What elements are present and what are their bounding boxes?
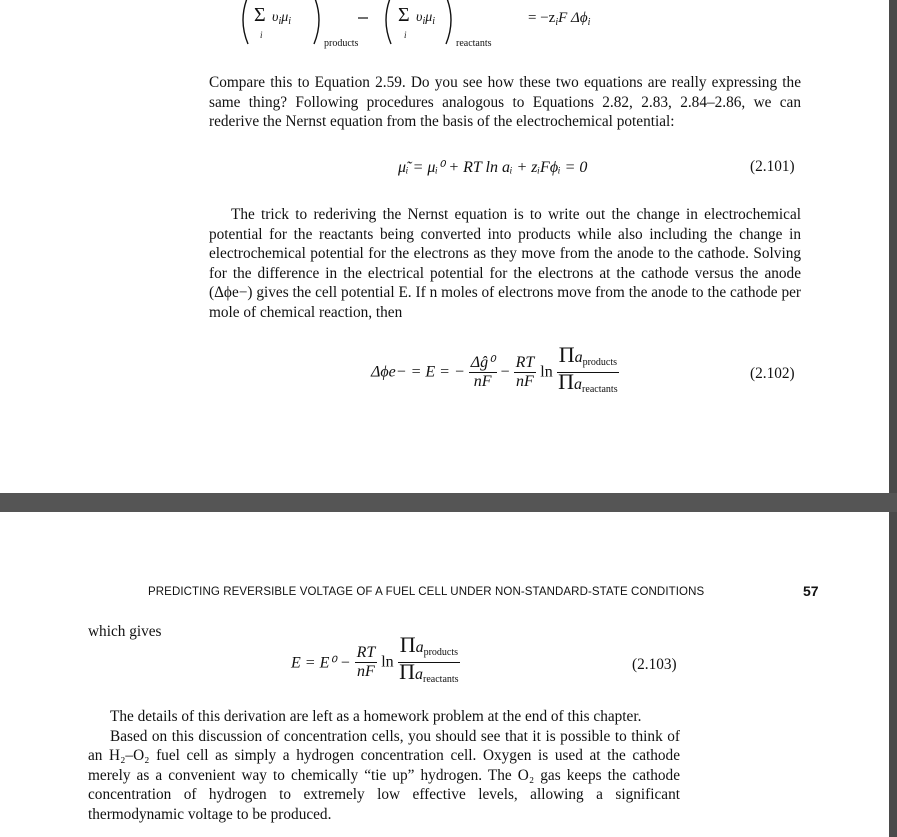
eq103-frac-prod xyxy=(398,632,460,689)
eq103-prod: $\Pi a_{products}$ xyxy=(398,636,460,663)
eq102-minus: − xyxy=(500,363,510,381)
equation-number-2-102: (2.102) xyxy=(750,365,795,382)
paragraph-details xyxy=(88,707,680,824)
eq102-rt: RT xyxy=(515,354,535,371)
nu-mu-2: $\upsilon_i\mu_i$ xyxy=(416,10,436,27)
eq103-react: $\Pi a_{reactants}$ xyxy=(399,659,459,685)
equation-top-svg xyxy=(236,0,656,52)
sum-symbol-2: Σ xyxy=(398,4,410,26)
eq102-ln: ln xyxy=(540,363,553,381)
sum-index-1: i xyxy=(260,30,263,40)
equation-2-101-text: μ̃ᵢ = μᵢ⁰ + RT ln aᵢ + zᵢFϕᵢ = 0 xyxy=(398,159,588,176)
eq102-lhs: Δϕe− = E = − xyxy=(371,363,465,381)
equation-number-2-103: (2.103) xyxy=(632,656,677,673)
equation-2-101 xyxy=(398,157,587,177)
reactants-label-top: reactants xyxy=(456,38,492,49)
eq102-react-label: reactants xyxy=(582,384,618,395)
eq102-frac-prod xyxy=(557,342,619,399)
rhs-top-text: = −z xyxy=(528,10,556,26)
equation-2-102 xyxy=(371,342,619,402)
page-number: 57 xyxy=(803,583,819,599)
equation-number-2-101: (2.101) xyxy=(750,158,795,175)
equation-top-partial xyxy=(236,0,656,52)
paragraph-trick xyxy=(209,205,801,322)
paragraph-details-rest: Based on this discussion of concentration cells, you should see that it is possible to think of an H₂–O₂ fuel cell as simply a hydrogen concentration cell. Oxygen is used at the cathode merely as a convenient way to chemically “tie up” hydrogen. The O₂ gas keeps the cathode concentration of hydrogen to extremely low effective levels, allowing a significant thermodynamic voltage to be produced. xyxy=(88,727,680,823)
sum-symbol-1: Σ xyxy=(254,4,266,26)
paragraph-trick-text: The trick to rederiving the Nernst equation is to write out the change in electrochemical potential for the reactants being converted into products while also including the change in electrochemical potential for the electrons as they move from the anode to the cathode. Solving for the difference in the electrical potential for the electrons at the cathode versus the anode (Δϕe−) gives the cell potential E. If n moles of electrons move from the anode to the cathode per mole of chemical reaction, then xyxy=(209,206,801,321)
eq103-react-label: reactants xyxy=(423,674,459,685)
sum-index-2: i xyxy=(404,30,407,40)
eq102-g-num: Δĝ⁰ xyxy=(470,354,495,371)
eq102-g-den: nF xyxy=(473,373,492,390)
paragraph-details-line1: The details of this derivation are left as a homework problem at the end of this chapter. xyxy=(110,708,642,725)
rhs-top: = $-z_iF$ $\Delta\phi_i$ xyxy=(528,10,591,28)
eq102-nf: nF xyxy=(516,373,534,390)
running-header: PREDICTING REVERSIBLE VOLTAGE OF A FUEL CELL UNDER NON-STANDARD-STATE CONDITIONS xyxy=(148,586,705,598)
eq103-lhs: E = E⁰ − xyxy=(291,654,351,672)
eq103-prod-label: products xyxy=(423,647,459,658)
eq103-ln: ln xyxy=(381,653,394,671)
rhs-top-tail: F Δϕ xyxy=(558,10,588,26)
eq102-prod: $\Pi a_{products}$ xyxy=(557,346,619,373)
products-label-top: products xyxy=(324,38,359,49)
eq102-frac-rt xyxy=(514,354,537,391)
eq103-rt: RT xyxy=(356,644,376,661)
eq103-frac-rt xyxy=(355,644,378,681)
which-gives: which gives xyxy=(88,623,162,640)
equation-2-103 xyxy=(291,632,460,692)
nu-mu-1: $\upsilon_i\mu_i$ xyxy=(272,10,292,27)
paragraph-compare: Compare this to Equation 2.59. Do you see how these two equations are really expressing the same thing? Following procedures analogous to Equations 2.82, 2.83, 2.84–2.86, we can rederive the Nernst equation from the basis of the electrochemical potential: xyxy=(209,74,801,130)
eq102-frac-g xyxy=(469,354,497,391)
page-gap xyxy=(0,493,897,512)
eq102-react: $\Pi a_{reactants}$ xyxy=(558,369,618,395)
eq103-nf: nF xyxy=(357,663,375,680)
eq102-prod-label: products xyxy=(582,357,618,368)
